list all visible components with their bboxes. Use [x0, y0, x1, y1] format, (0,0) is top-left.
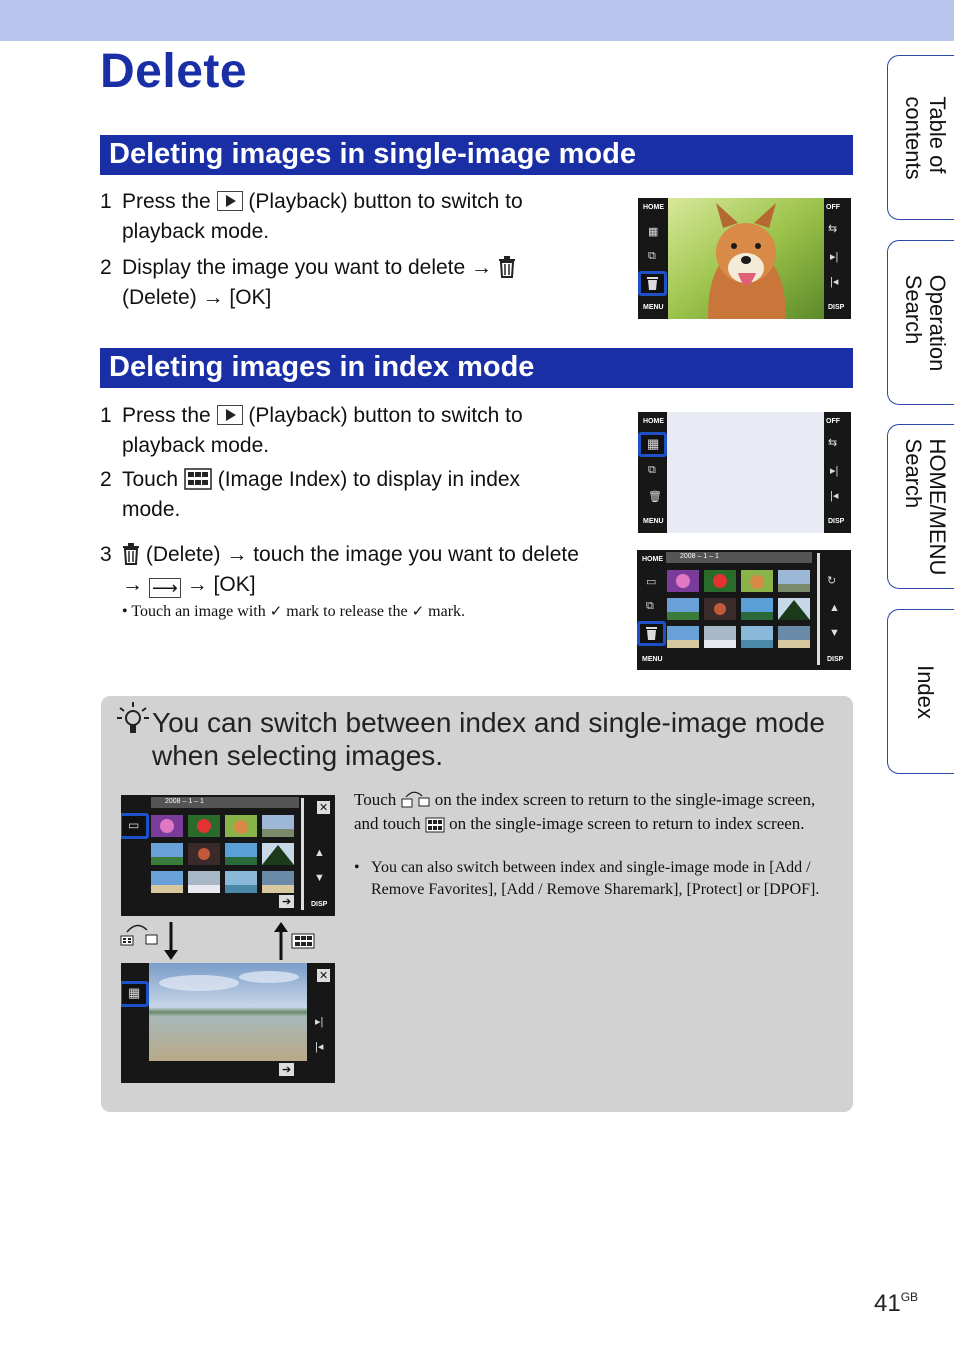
slideshow-icon: ⧉	[648, 464, 656, 476]
trash-icon	[122, 543, 140, 565]
step-text: (Image Index) to display in index	[217, 468, 521, 491]
prev-icon: |◂	[830, 276, 839, 288]
step-text: Display the image you want to delete →	[122, 256, 493, 279]
page-title: Delete	[100, 45, 248, 98]
hint-index-screen	[121, 795, 335, 916]
ok-arrow-icon[interactable]: ➔	[279, 895, 294, 908]
menu-label: MENU	[642, 656, 663, 663]
bullet-text: mark.	[428, 603, 466, 620]
step-text: (Delete) → touch the image you want to delete	[145, 543, 579, 566]
camera-screen-single	[638, 198, 851, 319]
tab-label: Index	[913, 664, 938, 719]
trash-icon: 🗑	[648, 491, 662, 503]
step-text: mode.	[122, 498, 181, 521]
section-heading-index: Deleting images in index mode	[100, 348, 853, 388]
ok-arrow-icon[interactable]: ➔	[279, 1063, 294, 1076]
blank-image-area	[667, 412, 824, 533]
camera-screen-index	[637, 550, 851, 670]
home-label: HOME	[643, 204, 664, 211]
off-label: OFF	[826, 418, 840, 425]
tab-index[interactable]	[887, 609, 954, 774]
menu-label: MENU	[643, 518, 664, 525]
step-text: (Delete) → [OK]	[122, 286, 272, 309]
delete-button-highlight[interactable]	[638, 271, 667, 296]
to-single-image-icon	[121, 925, 157, 945]
tab-table-of-contents[interactable]	[887, 55, 954, 220]
to-single-image-icon	[401, 789, 431, 809]
slideshow-icon: ⧉	[648, 250, 656, 262]
playback-icon	[217, 191, 243, 211]
close-icon[interactable]: ✕	[319, 970, 329, 982]
tab-label: Search	[901, 438, 926, 508]
camera-screen-blank	[638, 412, 851, 533]
step-text: Press the	[122, 190, 211, 213]
home-label: HOME	[643, 418, 664, 425]
hint-single-screen	[121, 963, 335, 1083]
disp-label: DISP	[828, 518, 845, 525]
tab-label: contents	[901, 95, 926, 180]
step-text: playback mode.	[122, 220, 270, 243]
step-text: → [OK]	[186, 573, 256, 596]
image-index-button-highlight[interactable]: ▦	[121, 981, 149, 1007]
image-index-button-highlight[interactable]: ▦	[638, 432, 667, 457]
thumbnail-grid[interactable]	[667, 570, 815, 648]
check-mark-icon: ✓	[411, 602, 425, 620]
delete-button-highlight[interactable]	[637, 621, 666, 646]
off-label: OFF	[826, 204, 840, 211]
switch-arrows	[119, 920, 339, 962]
bullet-text: Touch an image with	[131, 603, 266, 620]
menu-label: MENU	[643, 304, 664, 311]
single-step-1	[100, 187, 620, 257]
image-index-icon	[425, 817, 445, 833]
step-number: 1	[100, 190, 112, 213]
scroll-down-icon: ▼	[829, 627, 840, 639]
hint-title: You can switch between index and single-image mode when selecting images.	[152, 707, 825, 771]
step-text: →	[122, 573, 143, 596]
zoom-icon: ⇆	[828, 437, 838, 449]
disp-label: DISP	[827, 656, 844, 663]
hint-text: on the index screen to return to the single-image screen, and touch	[354, 790, 816, 833]
tab-operation-search[interactable]	[887, 240, 954, 405]
scroll-up-icon: ▲	[314, 847, 325, 859]
section-heading-single: Deleting images in single-image mode	[100, 135, 853, 175]
step-text: playback mode.	[122, 434, 270, 457]
step-number: 1	[100, 404, 112, 427]
step-text: Press the	[122, 404, 211, 427]
prev-icon: |◂	[315, 1041, 324, 1053]
hint-box	[101, 696, 853, 1112]
date-label: 2008 – 1 – 1	[680, 553, 719, 560]
index-bullet: • Touch an image with ✓ mark to release the ✓ mark.	[122, 602, 466, 620]
ok-arrow-icon: ⟶	[149, 578, 181, 598]
prev-icon: |◂	[830, 490, 839, 502]
step-text: (Playback) button to switch to	[248, 404, 523, 427]
single-step-2	[100, 253, 620, 323]
page-number: $41^{GB}$	[874, 1290, 919, 1317]
scroll-up-icon: ▲	[829, 602, 840, 614]
index-step-2	[100, 465, 620, 535]
disp-label: DISP	[311, 901, 328, 908]
disp-label: DISP	[828, 304, 845, 311]
thumbnail-grid[interactable]	[151, 815, 299, 893]
hint-bullet: • You can also switch between index and single-image mode in [Add / Remove Favorites], [Add / Remove Sharemark], [Protect] or [DPOF].	[354, 857, 834, 901]
check-mark-icon: ✓	[269, 602, 283, 620]
step-number: 2	[100, 468, 112, 491]
single-image-button-highlight[interactable]: ▭	[121, 813, 149, 839]
image-index-icon: ▦	[648, 226, 659, 238]
step-number: 3	[100, 543, 112, 566]
next-icon: ▸|	[830, 251, 839, 263]
image-index-icon	[184, 468, 212, 490]
tab-home-menu-search[interactable]	[887, 424, 954, 589]
close-icon[interactable]: ✕	[319, 802, 329, 814]
dog-photo	[668, 198, 824, 319]
step-text: Touch	[122, 468, 179, 491]
scroll-down-icon: ▼	[314, 872, 325, 884]
hint-text: on the single-image screen to return to index screen.	[449, 814, 805, 833]
bullet-text: mark to release the	[286, 603, 408, 620]
hint-bullet-text: You can also switch between index and single-image mode in [Add / Remove Favorites], [Add / Remove Sharemark], [Protect] or [DPOF].	[371, 859, 820, 898]
lightbulb-icon	[115, 700, 151, 740]
home-label: HOME	[642, 556, 663, 563]
to-index-icon	[292, 934, 314, 948]
hint-body	[354, 788, 834, 836]
playback-icon	[217, 405, 243, 425]
tab-label: Table of	[925, 95, 950, 173]
rotate-icon: ↻	[827, 575, 837, 587]
scrollbar[interactable]	[817, 553, 820, 665]
index-step-3-cont	[122, 570, 422, 600]
next-icon: ▸|	[315, 1016, 324, 1028]
hint-text: Touch	[354, 790, 397, 809]
single-image-icon: ▭	[646, 576, 657, 588]
next-icon: ▸|	[830, 465, 839, 477]
tab-label: HOME/MENU	[925, 438, 950, 575]
tab-label: Operation	[925, 274, 950, 371]
step-text: (Playback) button to switch to	[248, 190, 523, 213]
step-number: 2	[100, 256, 112, 279]
index-step-1	[100, 401, 620, 471]
top-color-bar	[0, 0, 954, 41]
scrollbar[interactable]	[301, 798, 304, 910]
zoom-icon: ⇆	[828, 223, 838, 235]
date-label: 2008 – 1 – 1	[165, 798, 204, 805]
tab-label: Search	[901, 274, 926, 344]
trash-icon	[498, 256, 516, 278]
beach-photo	[149, 963, 307, 1061]
slideshow-icon: ⧉	[646, 600, 654, 612]
